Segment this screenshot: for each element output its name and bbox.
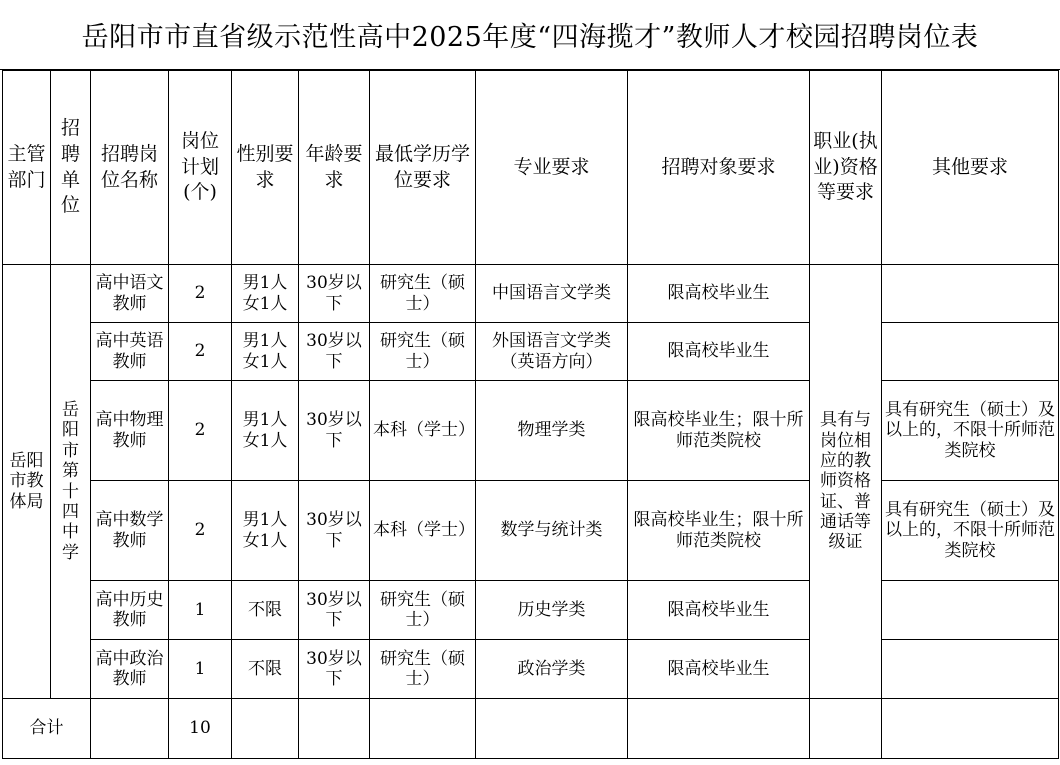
cell-target: 限高校毕业生: [628, 323, 810, 381]
cell-edu: 本科（学士）: [370, 381, 476, 481]
cell-post: 高中语文教师: [91, 265, 169, 323]
cell-gender: 不限: [232, 581, 299, 640]
cell-plan: 2: [169, 323, 232, 381]
cell-dept: 岳阳市教体局: [3, 265, 51, 699]
cell-gender: 男1人女1人: [232, 481, 299, 581]
cell-plan: 2: [169, 381, 232, 481]
cell-gender: 男1人女1人: [232, 381, 299, 481]
cell-gender: 男1人女1人: [232, 265, 299, 323]
cell-edu: 本科（学士）: [370, 481, 476, 581]
table-row: [3, 381, 1059, 481]
cell-other: 具有研究生（硕士）及以上的，不限十所师范类院校: [882, 381, 1059, 481]
cell-age: 30岁以下: [299, 381, 370, 481]
cell-post: 高中政治教师: [91, 640, 169, 699]
header-row: [3, 71, 1059, 265]
cell-other: [882, 323, 1059, 381]
cell-post: 高中英语教师: [91, 323, 169, 381]
total-label: 合计: [3, 699, 91, 759]
header-target: 招聘对象要求: [628, 71, 810, 265]
cell-target: 限高校毕业生: [628, 640, 810, 699]
cell-major: 中国语言文学类: [476, 265, 628, 323]
cell-cert: 具有与岗位相应的教师资格证、普通话等级证: [810, 265, 882, 699]
total-empty: [91, 699, 169, 759]
cell-target: 限高校毕业生；限十所师范类院校: [628, 381, 810, 481]
total-empty: [232, 699, 299, 759]
cell-major: 政治学类: [476, 640, 628, 699]
cell-edu: 研究生（硕士）: [370, 581, 476, 640]
header-cert: 职业(执业)资格等要求: [810, 71, 882, 265]
cell-other: [882, 640, 1059, 699]
cell-major: 物理学类: [476, 381, 628, 481]
total-empty: [476, 699, 628, 759]
table-row: [3, 323, 1059, 381]
cell-plan: 1: [169, 640, 232, 699]
header-post: 招聘岗位名称: [91, 71, 169, 265]
total-row: [3, 699, 1059, 759]
cell-plan: 2: [169, 265, 232, 323]
cell-target: 限高校毕业生: [628, 581, 810, 640]
cell-age: 30岁以下: [299, 481, 370, 581]
cell-age: 30岁以下: [299, 265, 370, 323]
cell-plan: 1: [169, 581, 232, 640]
cell-plan: 2: [169, 481, 232, 581]
header-major: 专业要求: [476, 71, 628, 265]
cell-major: 历史学类: [476, 581, 628, 640]
cell-edu: 研究生（硕士）: [370, 265, 476, 323]
cell-post: 高中历史教师: [91, 581, 169, 640]
page-title: 岳阳市市直省级示范性高中2025年度“四海揽才”教师人才校园招聘岗位表: [0, 0, 1060, 70]
total-empty: [299, 699, 370, 759]
recruitment-table: [2, 70, 1059, 759]
header-edu: 最低学历学位要求: [370, 71, 476, 265]
header-other: 其他要求: [882, 71, 1059, 265]
cell-post: 高中数学教师: [91, 481, 169, 581]
cell-other: 具有研究生（硕士）及以上的，不限十所师范类院校: [882, 481, 1059, 581]
cell-major: 外国语言文学类（英语方向）: [476, 323, 628, 381]
cell-other: [882, 581, 1059, 640]
total-empty: [882, 699, 1059, 759]
cell-major: 数学与统计类: [476, 481, 628, 581]
cell-target: 限高校毕业生: [628, 265, 810, 323]
cell-gender: 男1人女1人: [232, 323, 299, 381]
table-row: [3, 581, 1059, 640]
total-plan: 10: [169, 699, 232, 759]
table-row: [3, 265, 1059, 323]
cell-post: 高中物理教师: [91, 381, 169, 481]
cell-target: 限高校毕业生；限十所师范类院校: [628, 481, 810, 581]
header-gender: 性别要求: [232, 71, 299, 265]
cell-gender: 不限: [232, 640, 299, 699]
cell-age: 30岁以下: [299, 323, 370, 381]
cell-unit: 岳阳市第十四中学: [51, 265, 91, 699]
table-row: [3, 640, 1059, 699]
total-empty: [370, 699, 476, 759]
header-dept: 主管部门: [3, 71, 51, 265]
table-row: [3, 481, 1059, 581]
cell-age: 30岁以下: [299, 581, 370, 640]
cell-other: [882, 265, 1059, 323]
total-empty: [810, 699, 882, 759]
total-empty: [628, 699, 810, 759]
cell-age: 30岁以下: [299, 640, 370, 699]
header-plan: 岗位计划(个): [169, 71, 232, 265]
cell-edu: 研究生（硕士）: [370, 640, 476, 699]
cell-edu: 研究生（硕士）: [370, 323, 476, 381]
header-age: 年龄要求: [299, 71, 370, 265]
header-unit: 招聘单位: [51, 71, 91, 265]
